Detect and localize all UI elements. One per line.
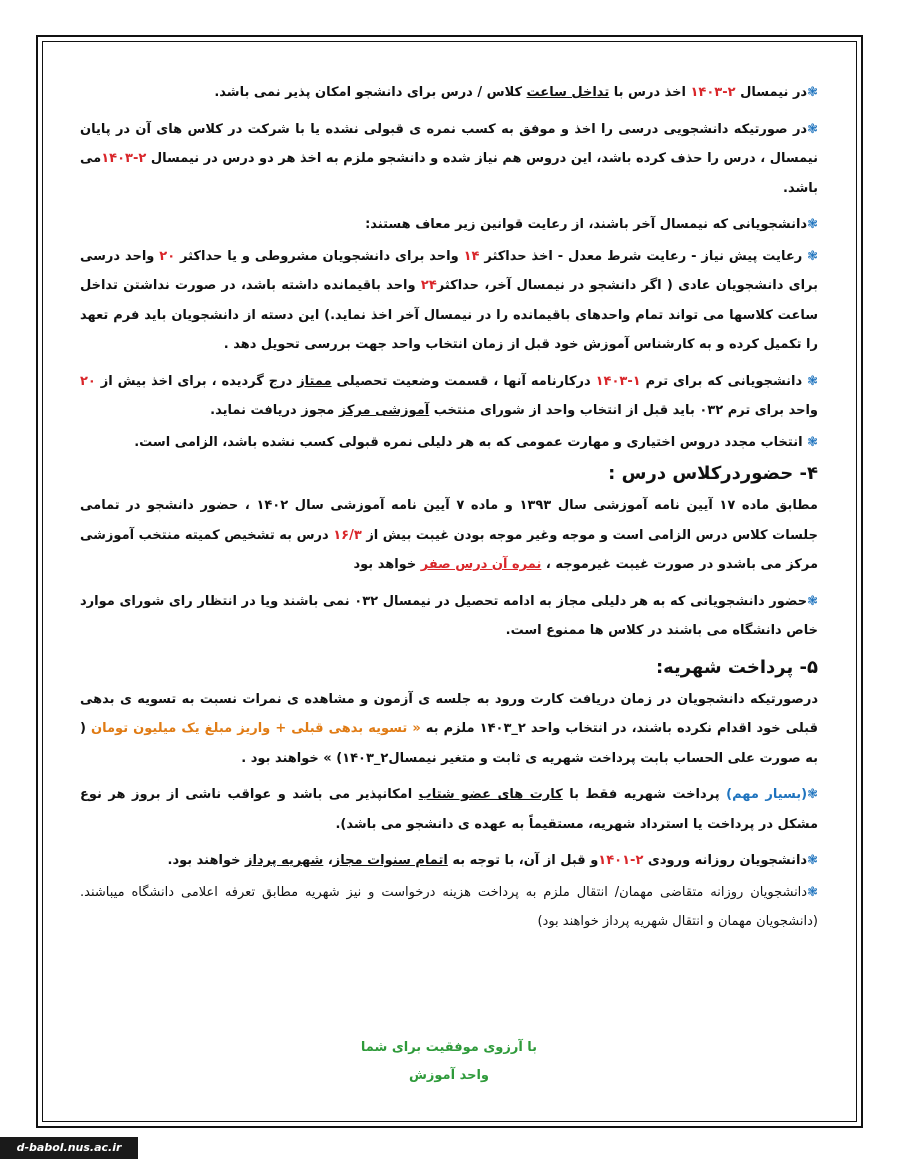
flower-bullet-icon: ❃ (807, 853, 818, 868)
footer-department: واحد آموزش (408, 1068, 490, 1083)
flower-bullet-icon: ❃ (807, 787, 818, 802)
paragraph-shetab-cards: ❃(بسیار مهم) پرداخت شهریه فقط با کارت های عضو شتاب امکانپذیر می باشد و عواقب ناشی از بروز هر نوع مشکل در پرداخت یا استرداد شهریه، مستقیماً به عهده ی دانشجو می باشد). (80, 787, 818, 832)
paragraph-unit-limits: ❃ رعایت پیش نیاز - رعایت شرط معدل - اخذ حداکثر ۱۴ واحد برای دانشجویان مشروطی و یا حداکثر ۲۰ واحد درسی برای دانشجویان عادی ( اگر دانشجو در نیمسال آخر، حداکثر۲۴ واحد باقیمانده داشته باشد، در صورت نداشتن تداخل ساعت کلاسها می تواند تمام واحدهای باقیمانده را در نیمسال آخر اخذ نماید.) این دسته از دانشجویان باید فرم تعهد را تکمیل کرده و به کارشناس آموزش خود قبل از زمان انتخاب واحد جهت بررسی تحویل دهد . (80, 248, 818, 352)
section-heading-tuition: ۵- پرداخت شهریه: (655, 656, 818, 678)
paragraph-attendance-rules: مطابق ماده ۱۷ آیین نامه آموزشی سال ۱۳۹۳ و ماده ۷ آیین نامه آموزشی سال ۱۴۰۲ ، حضور دانشجو در تمامی جلسات کلاس درس الزامی است و موجه وغیر موجه بودن غیبت بیش از ۱۶/۳ درس به تشخیص کمیته منتخب آموزشی مرکز می باشدو در صورت غیبت غیرموجه ، نمره آن درس صفر خواهد بود (80, 498, 818, 572)
site-url-watermark: d-babol.nus.ac.ir (0, 1137, 138, 1159)
paragraph-last-semester: ❃دانشجویانی که نیمسال آخر باشند، از رعایت قوانین زیر معاف هستند: (365, 217, 818, 232)
flower-bullet-icon: ❃ (807, 434, 818, 450)
paragraph-attendance-banned: ❃حضور دانشجویانی که به هر دلیلی مجاز به ادامه تحصیل در نیمسال ۰۳۲ نمی باشند ویا در انتظار رای شورای موارد خاص دانشگاه می باشند در کلاس ها ممنوع است. (80, 593, 818, 638)
flower-bullet-icon: ❃ (807, 884, 818, 900)
flower-bullet-icon: ❃ (807, 593, 818, 609)
paragraph-class-conflict: ❃در نیمسال ۲-۱۴۰۳ اخذ درس با تداخل ساعت کلاس / درس برای دانشجو امکان پذیر نمی باشد. (214, 85, 818, 100)
footer-wish: با آرزوی موفقیت برای شما (360, 1040, 538, 1055)
flower-bullet-icon: ❃ (807, 248, 818, 264)
flower-bullet-icon: ❃ (807, 121, 818, 137)
paragraph-tuition-debt: درصورتیکه دانشجویان در زمان دریافت کارت ورود به جلسه ی آزمون و مشاهده ی نمرات نسبت به تسویه ی بدهی قبلی خود اقدام نکرده باشند، در انتخاب واحد ۲_۱۴۰۳ ملزم به « تسویه بدهی قبلی + واریز مبلغ یک میلیون تومان ( به صورت علی الحساب بابت پرداخت شهریه ی ثابت و متغیر نیمسال۲_۱۴۰۳) » خواهند بود . (80, 691, 818, 766)
flower-bullet-icon: ❃ (807, 85, 818, 100)
document-body (80, 78, 818, 944)
paragraph-entry-1401: ❃دانشجویان روزانه ورودی ۲-۱۴۰۱و قبل از آن، با توجه به اتمام سنوات مجاز، شهریه پرداز خواهند بود. (167, 853, 818, 868)
paragraph-excellent-students: ❃ دانشجویانی که برای ترم ۱-۱۴۰۳ درکارنامه آنها ، قسمت وضعیت تحصیلی ممتاز درج گردیده ، برای اخذ بیش از ۲۰ واحد برای ترم ۰۳۲ باید قبل از انتخاب واحد از شورای منتخب آموزشی مرکز مجوز دریافت نماید. (80, 373, 818, 418)
paragraph-elective-retake: ❃ انتخاب مجدد دروس اختیاری و مهارت عمومی که به هر دلیلی نمره قبولی کسب نشده باشد، الزامی است. (134, 434, 818, 450)
paragraph-prerequisite: ❃در صورتیکه دانشجویی درسی را اخذ و موفق به کسب نمره ی قبولی نشده یا با شرکت در کلاس های آن در پایان نیمسال ، درس را حذف کرده باشد، این دروس هم نیاز شده و دانشجو ملزم به اخذ هر دو درس در نیمسال ۲-۱۴۰۳می باشد. (80, 121, 818, 196)
flower-bullet-icon: ❃ (807, 373, 818, 389)
paragraph-guest-transfer: ❃دانشجویان روزانه متقاضی مهمان/ انتقال ملزم به پرداخت هزینه درخواست و نیز شهریه مطابق تعرفه اعلامی دانشگاه میباشند.(دانشجویان مهمان و انتقال شهریه پرداز خواهند بود) (80, 884, 818, 929)
section-heading-attendance: ۴- حضوردرکلاس درس : (608, 463, 818, 484)
flower-bullet-icon: ❃ (807, 217, 818, 232)
